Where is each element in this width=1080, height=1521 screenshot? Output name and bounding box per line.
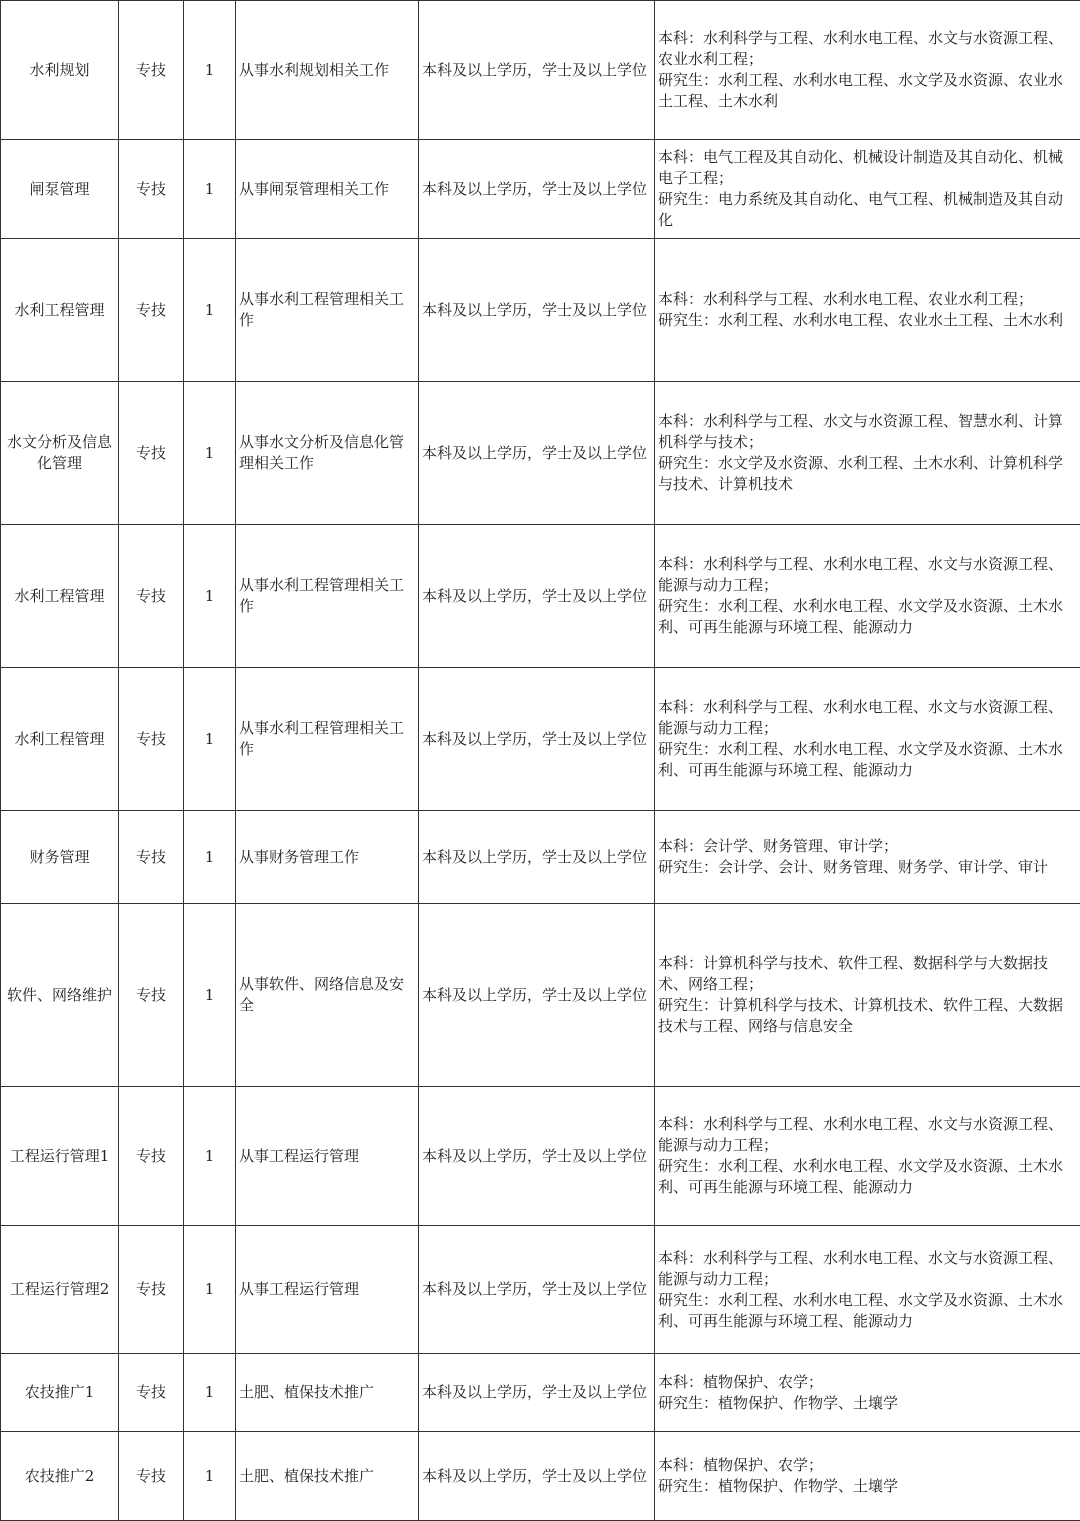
type-cell: 专技 <box>119 1087 184 1226</box>
position-cell: 工程运行管理2 <box>1 1226 119 1354</box>
count-cell: 1 <box>184 904 236 1087</box>
type-cell: 专技 <box>119 140 184 239</box>
table-row <box>1 525 1080 668</box>
position-cell: 水利工程管理 <box>1 525 119 668</box>
count-cell: 1 <box>184 382 236 525</box>
major-graduate: 研究生：水利工程、水利水电工程、水文学及水资源、土木水利、可再生能源与环境工程、能源动力 <box>658 739 1077 781</box>
major-undergrad: 本科：水利科学与工程、水利水电工程、水文与水资源工程、能源与动力工程； <box>658 554 1077 596</box>
major-undergrad: 本科：植物保护、农学； <box>658 1372 1077 1393</box>
major-undergrad: 本科：水利科学与工程、水利水电工程、水文与水资源工程、能源与动力工程； <box>658 1114 1077 1156</box>
position-cell: 闸泵管理 <box>1 140 119 239</box>
table-row <box>1 1 1080 140</box>
major-graduate: 研究生：计算机科学与技术、计算机技术、软件工程、大数据技术与工程、网络与信息安全 <box>658 995 1077 1037</box>
duty-cell: 土肥、植保技术推广 <box>236 1432 419 1521</box>
duty-cell: 从事水利规划相关工作 <box>236 1 419 140</box>
education-cell: 本科及以上学历，学士及以上学位 <box>419 1087 655 1226</box>
count-cell: 1 <box>184 1226 236 1354</box>
table-row <box>1 1432 1080 1521</box>
type-cell: 专技 <box>119 811 184 904</box>
type-cell: 专技 <box>119 1432 184 1521</box>
duty-cell: 从事财务管理工作 <box>236 811 419 904</box>
duty-cell: 从事软件、网络信息及安全 <box>236 904 419 1087</box>
education-cell: 本科及以上学历，学士及以上学位 <box>419 1226 655 1354</box>
type-cell: 专技 <box>119 525 184 668</box>
major-undergrad: 本科：水利科学与工程、水文与水资源工程、智慧水利、计算机科学与技术； <box>658 411 1077 453</box>
type-cell: 专技 <box>119 1 184 140</box>
major-cell <box>655 382 1080 525</box>
position-cell: 水利规划 <box>1 1 119 140</box>
position-cell: 农技推广2 <box>1 1432 119 1521</box>
education-cell: 本科及以上学历，学士及以上学位 <box>419 239 655 382</box>
count-cell: 1 <box>184 525 236 668</box>
education-cell: 本科及以上学历，学士及以上学位 <box>419 140 655 239</box>
major-graduate: 研究生：水文学及水资源、水利工程、土木水利、计算机科学与技术、计算机技术 <box>658 453 1077 495</box>
major-cell <box>655 239 1080 382</box>
table-row <box>1 382 1080 525</box>
major-undergrad: 本科：水利科学与工程、水利水电工程、水文与水资源工程、农业水利工程； <box>658 28 1077 70</box>
major-graduate: 研究生：植物保护、作物学、土壤学 <box>658 1476 1077 1497</box>
major-cell <box>655 1354 1080 1432</box>
major-cell <box>655 1087 1080 1226</box>
duty-cell: 从事工程运行管理 <box>236 1226 419 1354</box>
education-cell: 本科及以上学历，学士及以上学位 <box>419 1354 655 1432</box>
major-cell <box>655 668 1080 811</box>
table-row <box>1 140 1080 239</box>
table-row <box>1 811 1080 904</box>
education-cell: 本科及以上学历，学士及以上学位 <box>419 525 655 668</box>
duty-cell: 从事水利工程管理相关工作 <box>236 525 419 668</box>
count-cell: 1 <box>184 1354 236 1432</box>
position-cell: 水利工程管理 <box>1 239 119 382</box>
type-cell: 专技 <box>119 668 184 811</box>
duty-cell: 从事工程运行管理 <box>236 1087 419 1226</box>
position-cell: 工程运行管理1 <box>1 1087 119 1226</box>
count-cell: 1 <box>184 140 236 239</box>
count-cell: 1 <box>184 668 236 811</box>
major-cell <box>655 1432 1080 1521</box>
duty-cell: 土肥、植保技术推广 <box>236 1354 419 1432</box>
major-cell <box>655 904 1080 1087</box>
major-undergrad: 本科：水利科学与工程、水利水电工程、水文与水资源工程、能源与动力工程； <box>658 1248 1077 1290</box>
count-cell: 1 <box>184 239 236 382</box>
position-cell: 水文分析及信息化管理 <box>1 382 119 525</box>
count-cell: 1 <box>184 1087 236 1226</box>
major-graduate: 研究生：电力系统及其自动化、电气工程、机械制造及其自动化 <box>658 189 1077 231</box>
major-cell <box>655 525 1080 668</box>
position-cell: 农技推广1 <box>1 1354 119 1432</box>
education-cell: 本科及以上学历，学士及以上学位 <box>419 668 655 811</box>
major-undergrad: 本科：植物保护、农学； <box>658 1455 1077 1476</box>
type-cell: 专技 <box>119 239 184 382</box>
major-cell <box>655 1226 1080 1354</box>
type-cell: 专技 <box>119 1354 184 1432</box>
duty-cell: 从事水利工程管理相关工作 <box>236 239 419 382</box>
major-cell <box>655 811 1080 904</box>
table-row <box>1 668 1080 811</box>
major-graduate: 研究生：水利工程、水利水电工程、水文学及水资源、土木水利、可再生能源与环境工程、能源动力 <box>658 1290 1077 1332</box>
major-graduate: 研究生：水利工程、水利水电工程、水文学及水资源、土木水利、可再生能源与环境工程、能源动力 <box>658 596 1077 638</box>
major-graduate: 研究生：水利工程、水利水电工程、水文学及水资源、农业水土工程、土木水利 <box>658 70 1077 112</box>
major-graduate: 研究生：水利工程、水利水电工程、水文学及水资源、土木水利、可再生能源与环境工程、能源动力 <box>658 1156 1077 1198</box>
major-undergrad: 本科：计算机科学与技术、软件工程、数据科学与大数据技术、网络工程； <box>658 953 1077 995</box>
major-graduate: 研究生：水利工程、水利水电工程、农业水土工程、土木水利 <box>658 310 1077 331</box>
count-cell: 1 <box>184 1432 236 1521</box>
table-row <box>1 1226 1080 1354</box>
table-row <box>1 1087 1080 1226</box>
major-undergrad: 本科：电气工程及其自动化、机械设计制造及其自动化、机械电子工程； <box>658 147 1077 189</box>
position-cell: 软件、网络维护 <box>1 904 119 1087</box>
education-cell: 本科及以上学历，学士及以上学位 <box>419 1 655 140</box>
type-cell: 专技 <box>119 1226 184 1354</box>
education-cell: 本科及以上学历，学士及以上学位 <box>419 382 655 525</box>
major-cell <box>655 140 1080 239</box>
major-cell <box>655 1 1080 140</box>
type-cell: 专技 <box>119 382 184 525</box>
education-cell: 本科及以上学历，学士及以上学位 <box>419 811 655 904</box>
major-undergrad: 本科：水利科学与工程、水利水电工程、农业水利工程； <box>658 289 1077 310</box>
type-cell: 专技 <box>119 904 184 1087</box>
duty-cell: 从事闸泵管理相关工作 <box>236 140 419 239</box>
duty-cell: 从事水利工程管理相关工作 <box>236 668 419 811</box>
count-cell: 1 <box>184 1 236 140</box>
duty-cell: 从事水文分析及信息化管理相关工作 <box>236 382 419 525</box>
count-cell: 1 <box>184 811 236 904</box>
position-cell: 水利工程管理 <box>1 668 119 811</box>
position-cell: 财务管理 <box>1 811 119 904</box>
table-row <box>1 1354 1080 1432</box>
table-row <box>1 239 1080 382</box>
education-cell: 本科及以上学历，学士及以上学位 <box>419 1432 655 1521</box>
major-undergrad: 本科：水利科学与工程、水利水电工程、水文与水资源工程、能源与动力工程； <box>658 697 1077 739</box>
table-body <box>1 1 1080 1521</box>
major-graduate: 研究生：植物保护、作物学、土壤学 <box>658 1393 1077 1414</box>
major-undergrad: 本科：会计学、财务管理、审计学； <box>658 836 1077 857</box>
table-row <box>1 904 1080 1087</box>
major-graduate: 研究生：会计学、会计、财务管理、财务学、审计学、审计 <box>658 857 1077 878</box>
education-cell: 本科及以上学历，学士及以上学位 <box>419 904 655 1087</box>
